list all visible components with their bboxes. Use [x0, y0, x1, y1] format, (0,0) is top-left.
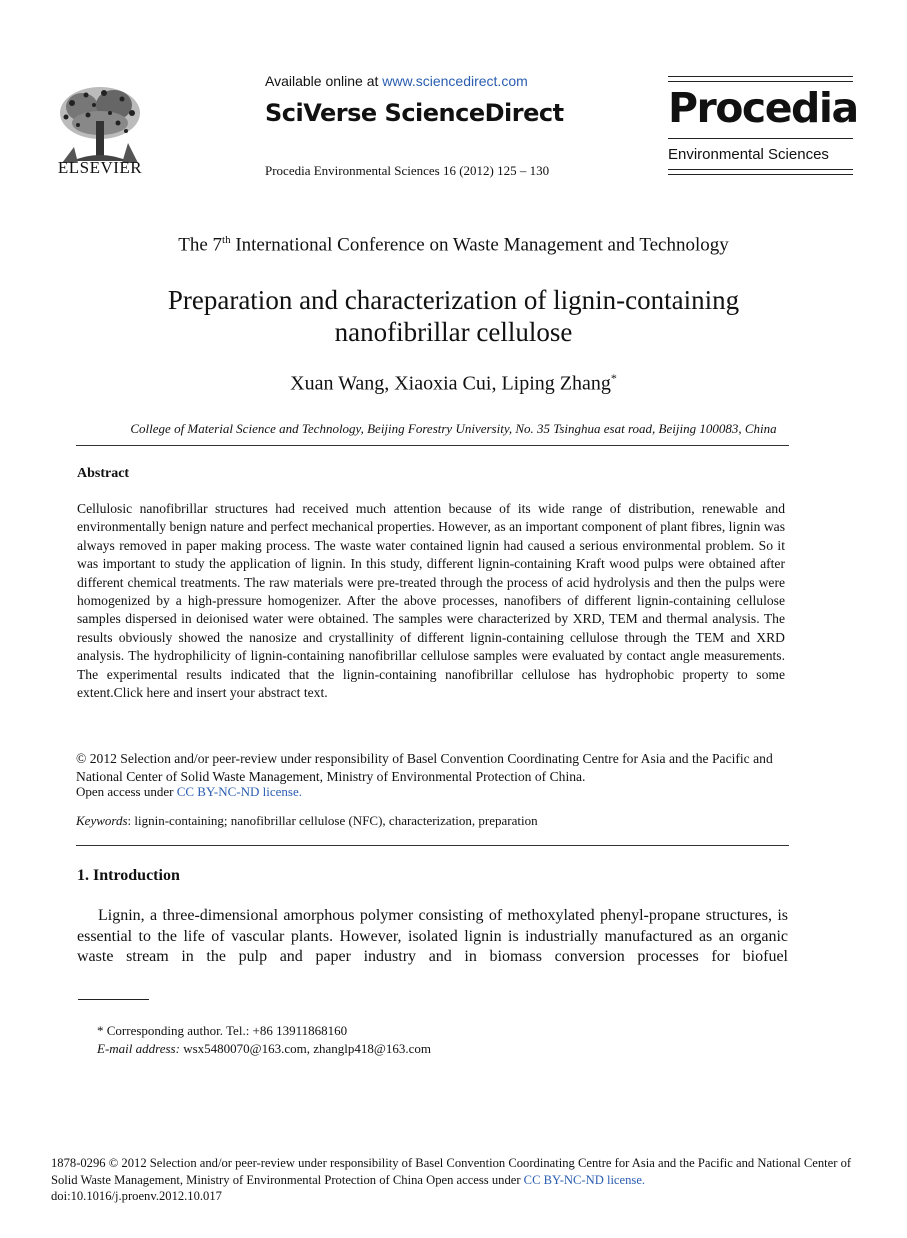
procedia-wordmark: Procedia: [668, 84, 858, 132]
footnote-asterisk: *: [97, 1023, 104, 1038]
abstract-heading: Abstract: [77, 466, 130, 481]
author-list: [0, 371, 907, 396]
email-label: E-mail address:: [97, 1041, 180, 1056]
email-addresses: wsx5480070@163.com, zhanglp418@163.com: [179, 1041, 431, 1056]
footer-rights-text: 1878-0296 © 2012 Selection and/or peer-review under responsibility of Basel Convention Coordinating Centre for Asia and the Pacific and National Center of Solid Waste Management, Ministry of Environmental Protection of China: [51, 1156, 852, 1187]
footer-open-access-label: Open access under: [426, 1172, 524, 1187]
conference-prefix: The 7: [178, 234, 223, 256]
keywords-line: [76, 813, 538, 829]
journal-reference: Procedia Environmental Sciences 16 (2012) 125 – 130: [265, 163, 550, 178]
elsevier-wordmark: ELSEVIER: [57, 158, 143, 177]
corresponding-author-text: Corresponding author. Tel.: +86 13911868160: [103, 1023, 348, 1038]
paper-title: [0, 284, 907, 348]
introduction-text: Lignin, a three-dimensional amorphous polymer consisting of methoxylated phenyl-propane structures, is essential to the life of vascular plants. However, isolated lignin is industrially manufactured as an organic waste stream in the pulp and paper industry and in biomass conversion processes for biofuel: [77, 907, 788, 965]
introduction-heading: 1. Introduction: [77, 867, 180, 884]
license-link[interactable]: CC BY-NC-ND license.: [176, 784, 303, 799]
footer-license-link[interactable]: CC BY-NC-ND license.: [523, 1172, 646, 1187]
copyright-notice: © 2012 Selection and/or peer-review under responsibility of Basel Convention Coordinating Centre for Asia and the Pacific and National Center of Solid Waste Management, Ministry of Environmental Protection of China.: [76, 751, 773, 784]
author-names: Xuan Wang, Xiaoxia Cui, Liping Zhang: [290, 372, 611, 395]
open-access-line: [76, 784, 302, 800]
sciencedirect-link[interactable]: www.sciencedirect.com: [382, 73, 528, 89]
email-footnote: [97, 1041, 431, 1057]
affiliation-divider: [76, 445, 789, 446]
keywords-text: : lignin-containing; nanofibrillar cellulose (NFC), characterization, preparation: [127, 813, 538, 828]
sciverse-sciencedirect-logo: SciVerse ScienceDirect: [265, 99, 564, 127]
procedia-subtitle: Environmental Sciences: [668, 146, 829, 163]
doi[interactable]: doi:10.1016/j.proenv.2012.10.017: [51, 1189, 222, 1203]
conference-suffix: International Conference on Waste Management and Technology: [230, 234, 729, 256]
abstract-text: Cellulosic nanofibrillar structures had received much attention because of its wide range of distribution, renewable and environmentally benign nature and perfect mechanical properties. However, as an important component of plant fibres, lignin was always removed in paper making process. The waste water contained lignin had caused a serious environmental problem. So it was important to study the application of lignin. In this study, different lignin-containing Kraft wood pulps were obtained after different chemical treatments. The raw materials were pre-treated through the process of acid hydrolysis and then the pulps were homogenized by a high-pressure homogenizer. After the above processes, nanofibers of different lignin-containing cellulose samples dispersed in deionised water were obtained. The samples were characterized by XRD, TEM and thermal analysis. The results obviously showed the nanosize and crystallinity of different lignin-containing cellulose through the TEM and XRD analysis. The hydrophilicity of lignin-containing nanofibrillar cellulose samples were evaluated by contact angle measurements. The experimental results indicated that the lignin-containing nanofibrillar cellulose has hydrophobic property to some extent.Click here and insert your abstract text.: [77, 501, 785, 701]
paper-title-line-1: Preparation and characterization of lignin-containing: [167, 285, 740, 315]
available-online-label: Available online at: [265, 73, 383, 89]
footnote-divider: [78, 999, 149, 1000]
paper-title-line-2: nanofibrillar cellulose: [334, 317, 573, 347]
conference-ordinal-suffix: th: [222, 234, 231, 246]
available-online-line: [265, 73, 528, 89]
page-footer: [51, 1155, 861, 1205]
author-affiliation: College of Material Science and Technology, Beijing Forestry University, No. 35 Tsinghua esat road, Beijing 100083, China: [130, 421, 777, 436]
corresponding-author-footnote: [97, 1023, 347, 1039]
conference-name: [0, 234, 907, 256]
keywords-label: Keywords: [76, 813, 128, 828]
corresponding-author-mark: *: [610, 371, 617, 385]
procedia-logo: [668, 76, 858, 176]
open-access-label: Open access under: [76, 784, 177, 799]
keywords-divider: [76, 845, 789, 846]
